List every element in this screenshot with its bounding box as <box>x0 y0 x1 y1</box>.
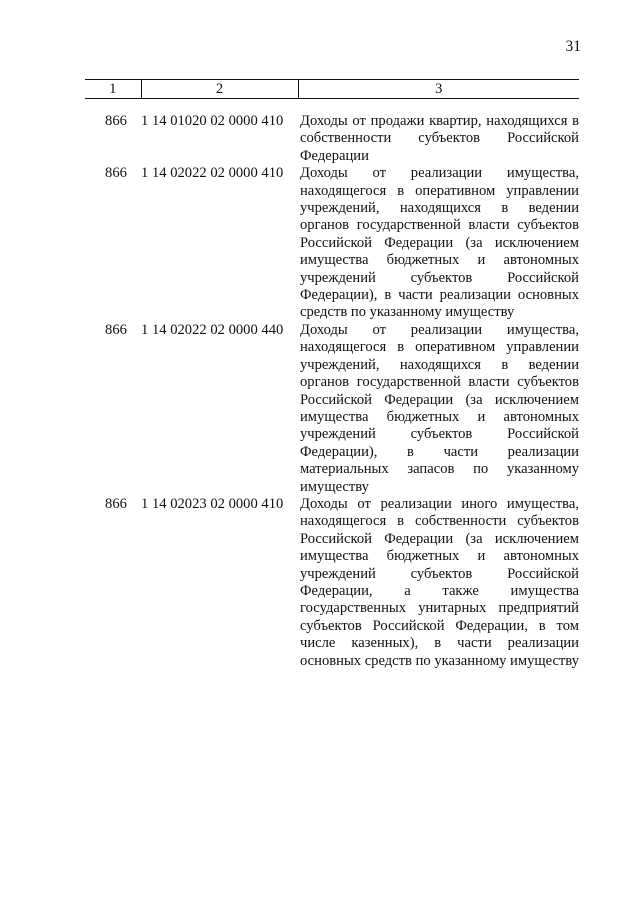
admin-code-cell: 866 <box>105 495 127 512</box>
admin-code-cell: 866 <box>105 321 127 338</box>
description-cell: Доходы от продажи квартир, находящихся в собственности субъектов Российской Федерации <box>300 113 579 164</box>
table-header <box>85 80 579 99</box>
header-row <box>85 80 579 99</box>
admin-code-cell: 866 <box>105 165 127 182</box>
description-cell: Доходы от реализации имущества, находящегося в оперативном управлении учреждений, находящихся в ведении органов государственной власти субъектов Российской Федерации (за исключением имущества бюджетных и автономных учреждений субъектов Российской Федерации), в части реализации основных средств по указанному имуществу <box>300 165 579 321</box>
table-row <box>85 165 579 322</box>
admin-code-cell: 866 <box>105 113 127 129</box>
revenue-codes-table <box>85 79 579 670</box>
column-header-2: 2 <box>141 80 298 99</box>
revenue-code-cell: 1 14 01020 02 0000 410 <box>141 113 284 129</box>
table-row <box>85 322 579 496</box>
revenue-code-cell: 1 14 02022 02 0000 410 <box>141 165 284 182</box>
description-cell: Доходы от реализации имущества, находящегося в оперативном управлении учреждений, находящихся в ведении органов государственной власти субъектов Российской Федерации (за исключением имущества бюджетных и автономных учреждений субъектов Российской Федерации), в части реализации материальных запасов по указанному имуществу <box>300 321 579 495</box>
revenue-code-cell: 1 14 02022 02 0000 440 <box>141 321 284 338</box>
column-header-1: 1 <box>85 80 141 99</box>
table-row <box>85 496 579 670</box>
table-body <box>85 99 579 671</box>
column-header-3: 3 <box>298 80 579 99</box>
table-row <box>85 99 579 166</box>
page-number: 31 <box>565 38 581 55</box>
description-cell: Доходы от реализации иного имущества, находящегося в собственности субъектов Российской Федерации (за исключением имущества бюджетных и автономных учреждений субъектов Российской Федерации, а также имущества государственных унитарных предприятий субъектов Российской Федерации, в том числе казенных), в части реализации основных средств по указанному имуществу <box>300 495 579 669</box>
revenue-code-cell: 1 14 02023 02 0000 410 <box>141 495 284 512</box>
